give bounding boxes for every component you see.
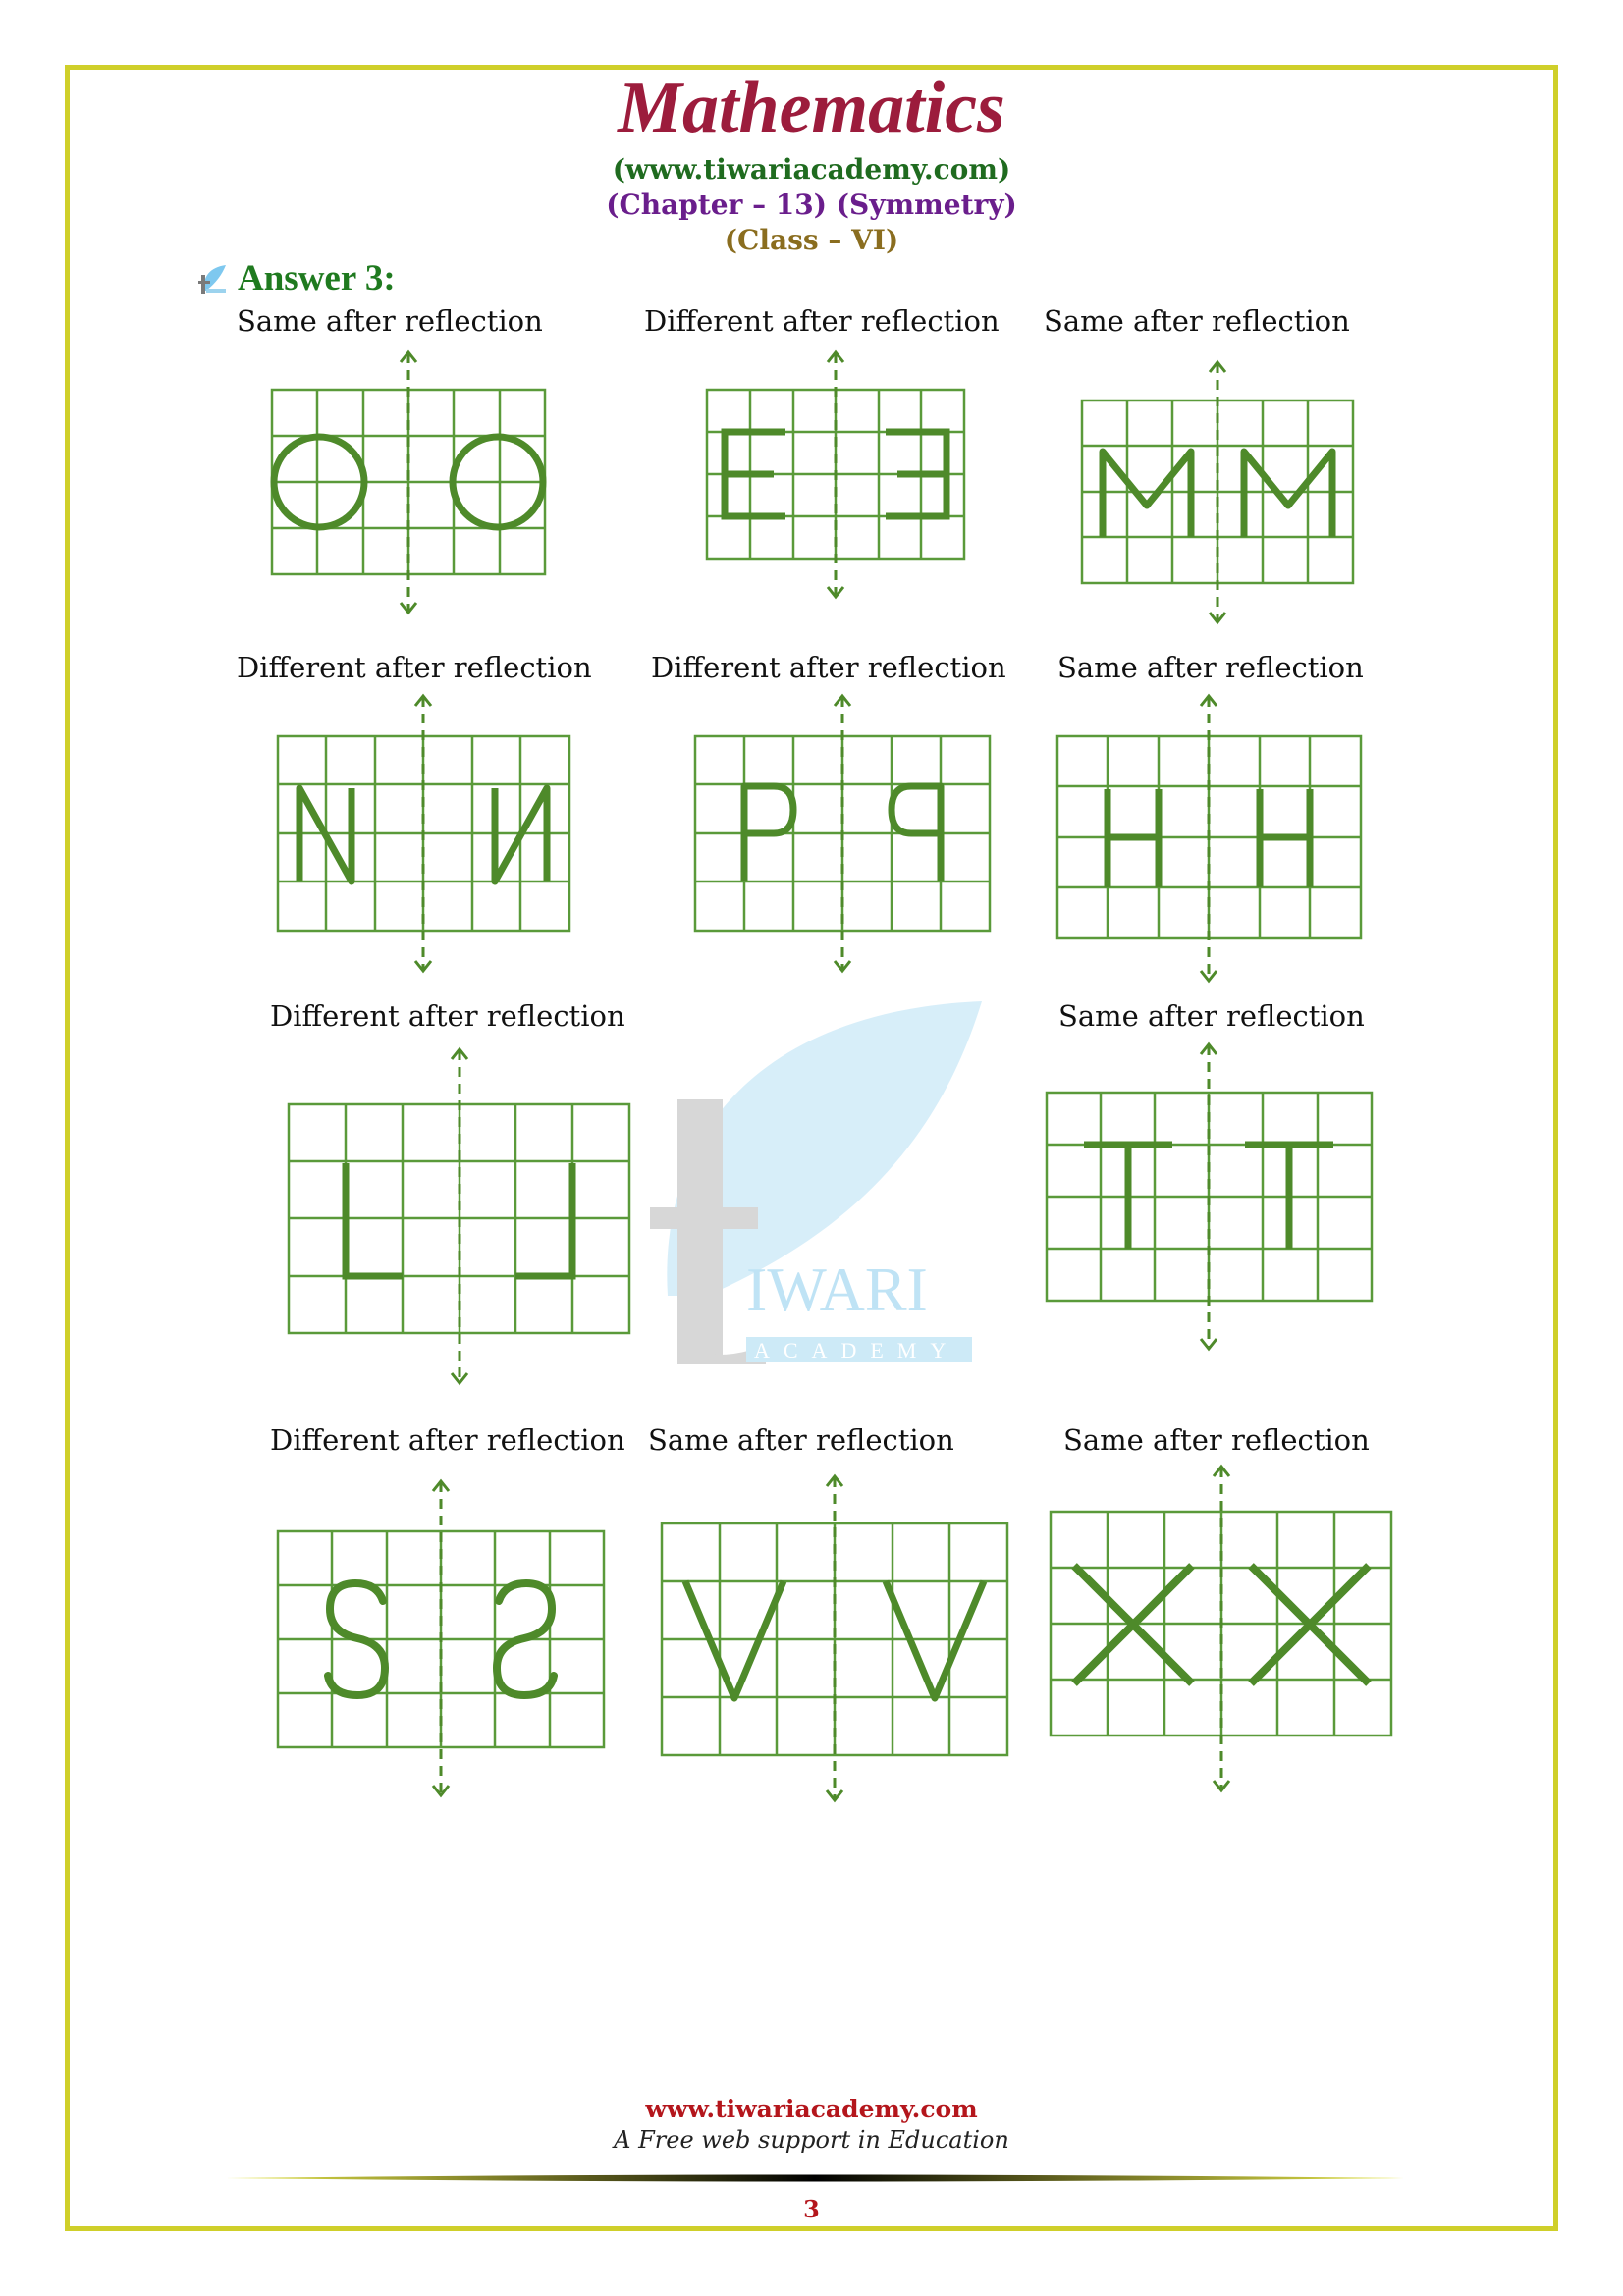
footer-tagline: A Free web support in Education	[614, 2126, 1009, 2154]
page-number: 3	[803, 2195, 820, 2223]
figure-letter-h	[1053, 692, 1367, 987]
answer-heading	[196, 257, 396, 299]
figure-caption-x: Same after reflection	[1063, 1423, 1370, 1457]
figure-letter-s	[273, 1477, 612, 1801]
page-title: Mathematics	[618, 68, 1005, 148]
answer-title: Answer 3:	[238, 258, 396, 298]
figure-letter-e	[703, 348, 978, 604]
figure-letter-x	[1045, 1463, 1398, 1796]
figure-letter-l	[283, 1045, 636, 1389]
figure-caption-v: Same after reflection	[648, 1423, 954, 1457]
figure-letter-v	[656, 1472, 1014, 1806]
figure-caption-m: Same after reflection	[1044, 304, 1350, 338]
footer-divider	[226, 2171, 1404, 2185]
figure-caption-t: Same after reflection	[1058, 999, 1365, 1033]
figure-caption-h: Same after reflection	[1057, 651, 1364, 684]
watermark-sub: ACADEMY	[754, 1338, 960, 1362]
figure-letter-m	[1076, 358, 1361, 628]
tiwari-watermark	[648, 982, 1001, 1374]
watermark-name: IWARI	[746, 1255, 928, 1324]
figure-caption-p: Different after reflection	[651, 651, 1006, 684]
class-heading: (Class – VI)	[724, 224, 899, 256]
site-url[interactable]: (www.tiwariacademy.com)	[612, 153, 1011, 186]
figure-caption-e: Different after reflection	[644, 304, 1000, 338]
figure-caption-l: Different after reflection	[270, 999, 625, 1033]
figure-letter-p	[691, 692, 996, 977]
chapter-heading: (Chapter – 13) (Symmetry)	[606, 188, 1017, 221]
figure-caption-o: Same after reflection	[237, 304, 543, 338]
figure-caption-s: Different after reflection	[270, 1423, 625, 1457]
figure-letter-t	[1041, 1041, 1380, 1355]
figure-caption-n: Different after reflection	[237, 651, 592, 684]
figure-letter-n	[273, 692, 577, 977]
footer-url[interactable]: www.tiwariacademy.com	[645, 2095, 978, 2123]
figure-letter-o	[265, 348, 560, 618]
tiwari-logo-icon	[196, 261, 228, 296]
